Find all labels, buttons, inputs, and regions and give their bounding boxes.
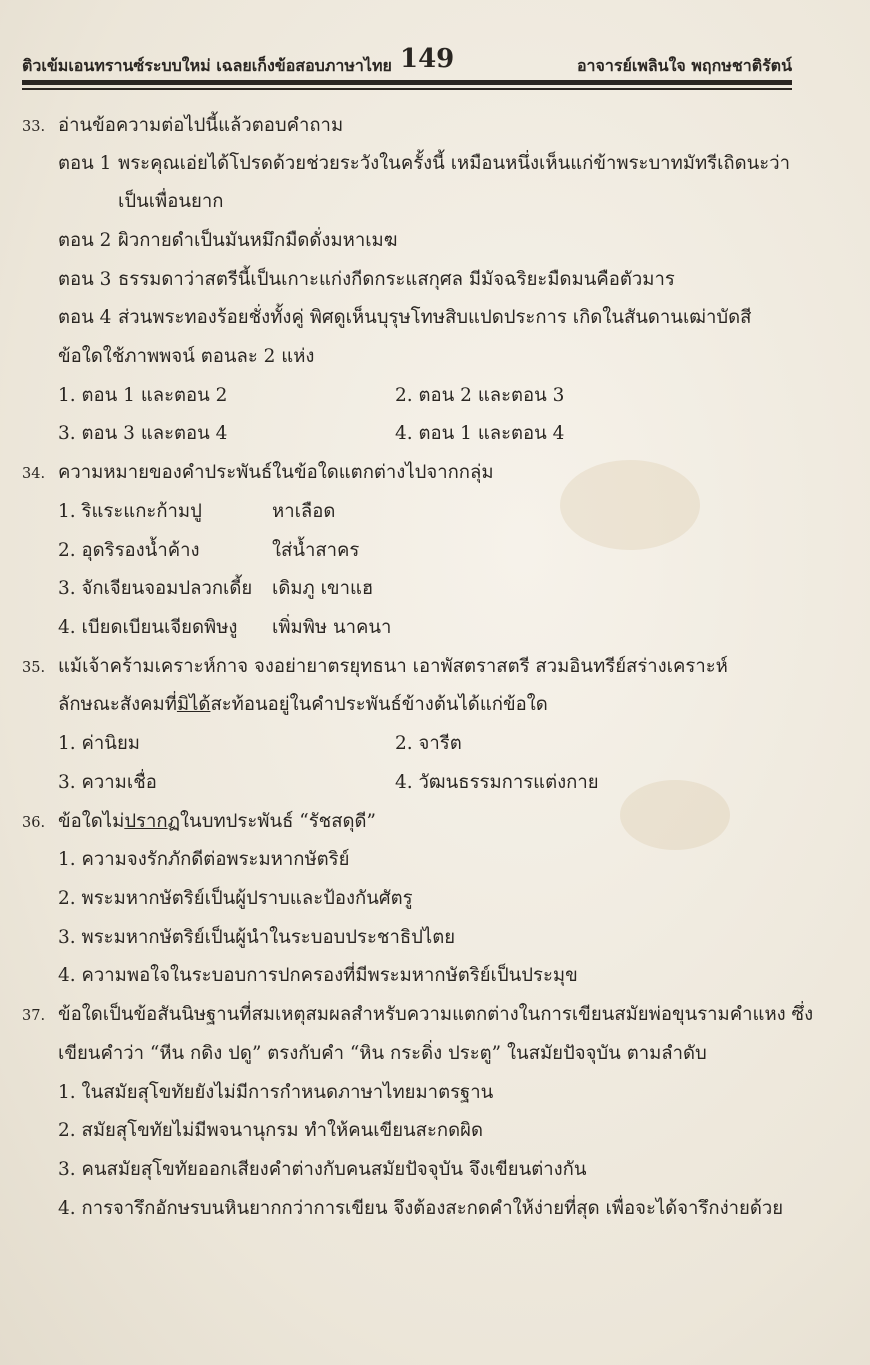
- question-prompt: [58, 691, 548, 719]
- passage-4: [58, 304, 751, 332]
- question-text: แม้เจ้าคร้ามเคราะห์กาจ จงอย่ายาตรยุทธนา เอาพัสตราสตรี สวมอินทรีย์สร่างเคราะห์: [58, 656, 728, 677]
- prompt-emphasis: มิได้: [176, 694, 211, 715]
- choice-3[interactable]: 3. คนสมัยสุโขทัยออกเสียงคำต่างกับคนสมัยปัจจุบัน จึงเขียนต่างกัน: [58, 1159, 587, 1180]
- question-text: ข้อใดไม่: [58, 811, 125, 832]
- choice-2[interactable]: 2. จารีต: [395, 733, 462, 754]
- question-34: [22, 459, 494, 488]
- choice-2[interactable]: 2. สมัยสุโขทัยไม่มีพจนานุกรม ทำให้คนเขียนสะกดผิด: [58, 1120, 483, 1141]
- choice-verse-a: 3. จักเจียนจอมปลวกเดี้ย: [58, 578, 253, 599]
- choice-1[interactable]: 1. ในสมัยสุโขทัยยังไม่มีการกำหนดภาษาไทยมาตรฐาน: [58, 1082, 494, 1103]
- question-number: 37.: [22, 1008, 46, 1024]
- question-37: [22, 1001, 813, 1030]
- choice-1[interactable]: 1. ค่านิยม: [58, 733, 140, 754]
- choice-3[interactable]: 3. พระมหากษัตริย์เป็นผู้นำในระบอบประชาธิปไตย: [58, 927, 456, 948]
- question-33: [22, 112, 343, 141]
- question-number: 36.: [22, 815, 46, 831]
- question-number: 33.: [22, 119, 46, 135]
- choice-2[interactable]: 2. พระมหากษัตริย์เป็นผู้ปราบและป้องกันศัตรู: [58, 888, 413, 909]
- choice-2[interactable]: [58, 537, 359, 565]
- paper-stain: [560, 460, 700, 550]
- choice-4[interactable]: 4. วัฒนธรรมการแต่งกาย: [395, 772, 599, 793]
- page-header: [22, 44, 792, 76]
- choice-verse-a: 1. ริแระแกะก้ามปู: [58, 501, 202, 522]
- question-number: 34.: [22, 466, 46, 482]
- question-text-cont: เขียนคำว่า “หีน กดิง ปดู” ตรงกับคำ “หิน กระดิ่ง ประตู” ในสมัยปัจจุบัน ตามลำดับ: [58, 1043, 707, 1064]
- question-text: ข้อใดเป็นข้อสันนิษฐานที่สมเหตุสมผลสำหรับความแตกต่างในการเขียนสมัยพ่อขุนรามคำแหง ซึ่ง: [58, 1004, 814, 1025]
- choice-1[interactable]: [58, 498, 335, 526]
- choice-4[interactable]: [58, 614, 391, 642]
- question-emphasis: ปรากฏ: [124, 811, 181, 832]
- prompt-text: สะท้อนอยู่ในคำประพันธ์ข้างต้นได้แก่ข้อใด: [210, 694, 548, 715]
- paper-stain: [620, 780, 730, 850]
- passage-text: พระคุณเอ่ยได้โปรดด้วยช่วยระวังในครั้งนี้ เหมือนหนึ่งเห็นแก่ข้าพระบาทมัทรีเถิดนะว่า: [118, 153, 790, 174]
- choice-3[interactable]: 3. ตอน 3 และตอน 4: [58, 423, 228, 444]
- passage-3: [58, 266, 675, 294]
- header-rule-thick: [22, 80, 792, 85]
- choice-1[interactable]: 1. ตอน 1 และตอน 2: [58, 385, 228, 406]
- choice-3[interactable]: 3. ความเชื่อ: [58, 772, 157, 793]
- passage-label: ตอน 4: [58, 307, 112, 328]
- choice-2[interactable]: 2. ตอน 2 และตอน 3: [395, 385, 565, 406]
- passage-label: ตอน 2: [58, 230, 112, 251]
- choice-4[interactable]: 4. ตอน 1 และตอน 4: [395, 423, 565, 444]
- passage-label: ตอน 1: [58, 153, 112, 174]
- question-number: 35.: [22, 660, 46, 676]
- passage-1-cont: เป็นเพื่อนยาก: [118, 191, 224, 212]
- question-35: [22, 653, 728, 682]
- question-36: [22, 808, 376, 837]
- choice-4[interactable]: 4. ความพอใจในระบอบการปกครองที่มีพระมหากษัตริย์เป็นประมุข: [58, 965, 578, 986]
- header-author: อาจารย์เพลินใจ พฤกษชาติรัตน์: [576, 56, 792, 75]
- question-text: อ่านข้อความต่อไปนี้แล้วตอบคำถาม: [58, 115, 344, 136]
- passage-text: ผิวกายดำเป็นมันหมึกมืดดั่งมหาเมฆ: [118, 230, 398, 251]
- choice-verse-a: 2. อุดริรองน้ำค้าง: [58, 540, 200, 561]
- choice-1[interactable]: 1. ความจงรักภักดีต่อพระมหากษัตริย์: [58, 849, 350, 870]
- choice-verse-b: หาเลือด: [272, 501, 336, 522]
- choice-verse-a: 4. เบียดเบียนเจียดพิษงู: [58, 617, 238, 638]
- choice-verse-b: เดิมภู เขาแฮ: [272, 578, 374, 599]
- passage-text: ส่วนพระทองร้อยชั่งทั้งคู่ พิศดูเห็นบุรุษโทษสิบแปดประการ เกิดในสันดานเฒ่าบัดสี: [118, 307, 752, 328]
- passage-1: [58, 150, 790, 178]
- prompt-text: ลักษณะสังคมที่: [58, 694, 177, 715]
- passage-label: ตอน 3: [58, 269, 112, 290]
- choice-4[interactable]: 4. การจารึกอักษรบนหินยากกว่าการเขียน จึงต้องสะกดคำให้ง่ายที่สุด เพื่อจะได้จารึกง่ายด้วย: [58, 1198, 784, 1219]
- choice-verse-b: เพิ่มพิษ นาคนา: [272, 617, 392, 638]
- choice-verse-b: ใส่น้ำสาคร: [272, 540, 360, 561]
- page-number: 149: [400, 44, 455, 74]
- question-text: ในบทประพันธ์ “รัชสดุดี”: [180, 811, 376, 832]
- header-book-title: ติวเข้มเอนทรานซ์ระบบใหม่ เฉลยเก็งข้อสอบภาษาไทย: [22, 56, 392, 75]
- header-rule-thin: [22, 88, 792, 90]
- question-text: ความหมายของคำประพันธ์ในข้อใดแตกต่างไปจากกลุ่ม: [58, 462, 494, 483]
- passage-2: [58, 227, 398, 255]
- passage-text: ธรรมดาว่าสตรีนี้เป็นเกาะแก่งกีดกระแสกุศล มีมัจฉริยะมืดมนคือตัวมาร: [118, 269, 675, 290]
- question-prompt: ข้อใดใช้ภาพพจน์ ตอนละ 2 แห่ง: [58, 346, 315, 367]
- choice-3[interactable]: [58, 575, 373, 603]
